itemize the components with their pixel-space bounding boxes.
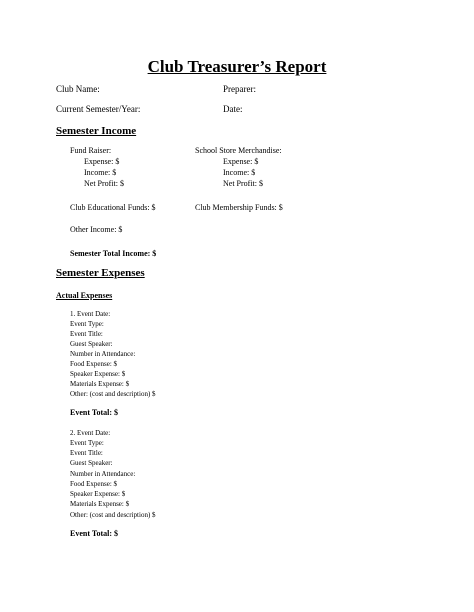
- fund-raiser-expense: Expense: $: [84, 157, 120, 166]
- fund-raiser-net-profit: Net Profit: $: [84, 179, 124, 188]
- event-1-speaker: Guest Speaker:: [70, 340, 113, 348]
- event-2-other-expense: Other: (cost and description) $: [70, 511, 156, 519]
- preparer-label: Preparer:: [223, 84, 256, 94]
- fund-raiser-label: Fund Raiser:: [70, 146, 112, 155]
- page-title: Club Treasurer’s Report: [147, 57, 327, 76]
- expenses-heading: Semester Expenses: [56, 267, 145, 279]
- school-store-label: School Store Merchandise:: [195, 146, 282, 155]
- event-1-other-expense: Other: (cost and description) $: [70, 390, 156, 398]
- actual-expenses-heading: Actual Expenses: [56, 291, 113, 300]
- school-store-net-profit: Net Profit: $: [223, 179, 263, 188]
- event-1-speaker-expense: Speaker Expense: $: [70, 370, 126, 378]
- date-label: Date:: [223, 104, 243, 114]
- school-store-income: Income: $: [223, 168, 256, 177]
- event-1-title: Event Title:: [70, 330, 103, 338]
- school-store-expense: Expense: $: [223, 157, 259, 166]
- event-2-speaker-expense: Speaker Expense: $: [70, 490, 126, 498]
- fund-raiser-income: Income: $: [84, 168, 117, 177]
- event-2-materials-expense: Materials Expense: $: [70, 500, 130, 508]
- event-2-type: Event Type:: [70, 439, 104, 447]
- event-2-speaker: Guest Speaker:: [70, 459, 113, 467]
- event-2-food-expense: Food Expense: $: [70, 480, 118, 488]
- event-1-food-expense: Food Expense: $: [70, 360, 118, 368]
- event-2-date: 2. Event Date:: [70, 429, 111, 437]
- educational-funds-label: Club Educational Funds: $: [70, 203, 156, 212]
- event-1-type: Event Type:: [70, 320, 104, 328]
- other-income-label: Other Income: $: [70, 225, 123, 234]
- event-1-attendance: Number in Attendance:: [70, 350, 136, 358]
- event-2-title: Event Title:: [70, 449, 103, 457]
- total-income-label: Semester Total Income: $: [70, 249, 157, 258]
- event-1-total: Event Total: $: [70, 408, 119, 417]
- event-2-total: Event Total: $: [70, 529, 119, 538]
- club-name-label: Club Name:: [56, 84, 100, 94]
- event-1-date: 1. Event Date:: [70, 310, 111, 318]
- semester-year-label: Current Semester/Year:: [56, 104, 141, 114]
- membership-funds-label: Club Membership Funds: $: [195, 203, 283, 212]
- event-2-attendance: Number in Attendance:: [70, 470, 136, 478]
- event-1-materials-expense: Materials Expense: $: [70, 380, 130, 388]
- income-heading: Semester Income: [56, 125, 137, 137]
